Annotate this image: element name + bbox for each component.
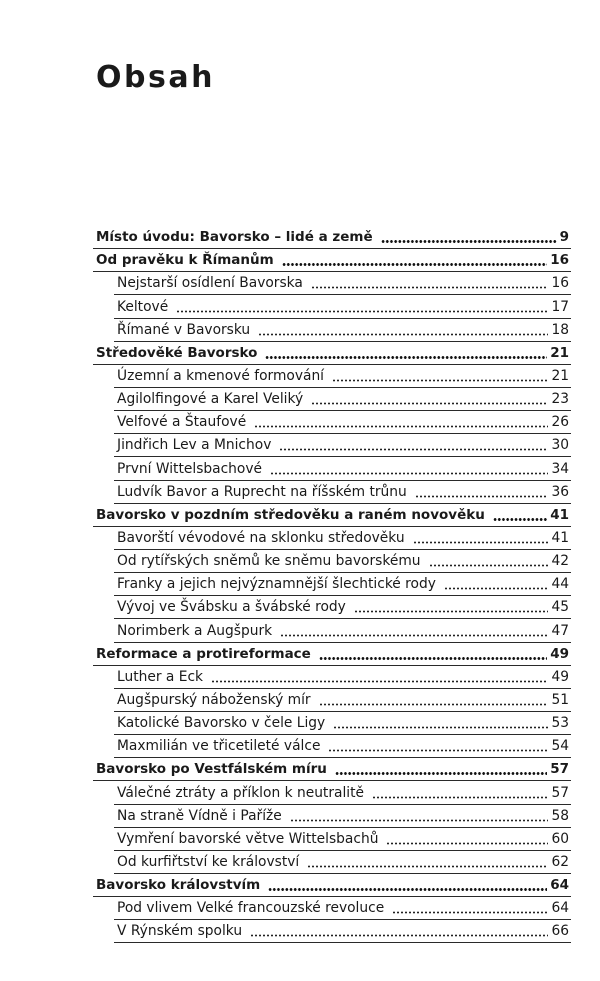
toc-page-number: 42 <box>551 553 569 570</box>
dot-leader <box>176 310 548 313</box>
toc-entry-title: Od kurfiřtství ke království <box>117 853 300 870</box>
dot-leader <box>381 240 557 243</box>
toc-page-number: 49 <box>551 668 569 685</box>
dot-leader <box>372 796 548 799</box>
toc-entry-title: Keltové <box>117 298 169 315</box>
toc-entry-title: Na straně Vídně i Paříže <box>117 807 282 824</box>
toc-section-row <box>114 781 571 804</box>
toc-page-number: 18 <box>551 321 569 338</box>
toc-page-number: 23 <box>551 391 569 408</box>
toc-section-row <box>114 319 571 342</box>
dot-leader <box>333 726 548 729</box>
toc-section-row <box>114 481 571 504</box>
toc-section-row <box>114 619 571 642</box>
toc-page-number: 45 <box>551 599 569 616</box>
dot-leader <box>392 911 548 914</box>
table-of-contents <box>93 226 571 943</box>
dot-leader <box>307 865 548 868</box>
toc-entry-title: Od rytířských sněmů ke sněmu bavorskému <box>117 553 421 570</box>
toc-entry-title: Bavorsko v pozdním středověku a raném novověku <box>96 506 485 523</box>
toc-chapter-row <box>93 874 571 897</box>
dot-leader <box>311 286 549 289</box>
toc-section-row <box>114 828 571 851</box>
toc-page-number: 9 <box>559 229 569 246</box>
toc-page-number: 57 <box>550 761 569 778</box>
dot-leader <box>429 564 549 567</box>
toc-entry-title: Vymření bavorské větve Wittelsbachů <box>117 830 379 847</box>
toc-page-number: 66 <box>551 923 569 940</box>
toc-entry-title: Bavorsko po Vestfálském míru <box>96 761 327 778</box>
toc-entry-title: Agilolfingové a Karel Veliký <box>117 391 304 408</box>
toc-entry-title: Franky a jejich nejvýznamnější šlechtické rody <box>117 576 436 593</box>
toc-page-number: 16 <box>550 252 569 269</box>
toc-entry-title: První Wittelsbachové <box>117 460 263 477</box>
toc-section-row <box>114 805 571 828</box>
toc-page-number: 54 <box>551 738 569 755</box>
toc-page-number: 21 <box>551 367 569 384</box>
toc-entry-title: Územní a kmenové formování <box>117 367 325 384</box>
toc-chapter-row <box>93 342 571 365</box>
dot-leader <box>211 680 548 683</box>
toc-chapter-row <box>93 643 571 666</box>
toc-entry-title: Válečné ztráty a příklon k neutralitě <box>117 784 365 801</box>
toc-section-row <box>114 851 571 874</box>
toc-page-number: 30 <box>551 437 569 454</box>
toc-section-row <box>114 735 571 758</box>
toc-section-row <box>114 689 571 712</box>
toc-page-number: 53 <box>551 715 569 732</box>
toc-page-number: 34 <box>551 460 569 477</box>
toc-entry-title: Velfové a Štaufové <box>117 414 247 431</box>
toc-section-row <box>114 365 571 388</box>
toc-chapter-row <box>93 249 571 272</box>
toc-page-number: 26 <box>551 414 569 431</box>
dot-leader <box>354 610 549 613</box>
dot-leader <box>265 356 547 359</box>
dot-leader <box>444 587 549 590</box>
toc-page-number: 44 <box>551 576 569 593</box>
toc-page-number: 64 <box>551 900 569 917</box>
dot-leader <box>268 888 547 891</box>
toc-section-row <box>114 295 571 318</box>
toc-section-row <box>114 550 571 573</box>
dot-leader <box>250 934 548 937</box>
toc-chapter-row <box>93 758 571 781</box>
dot-leader <box>493 518 547 521</box>
toc-page-number: 21 <box>550 344 569 361</box>
toc-page-number: 36 <box>551 483 569 500</box>
toc-entry-title: Augšpurský náboženský mír <box>117 691 311 708</box>
dot-leader <box>413 541 549 544</box>
toc-page-number: 57 <box>551 784 569 801</box>
toc-page-number: 64 <box>550 877 569 894</box>
toc-section-row <box>114 920 571 943</box>
toc-page-number: 58 <box>551 807 569 824</box>
toc-section-row <box>114 434 571 457</box>
toc-page-number: 60 <box>551 830 569 847</box>
toc-entry-title: Bavorští vévodové na sklonku středověku <box>117 529 405 546</box>
toc-entry-title: Luther a Eck <box>117 668 204 685</box>
toc-section-row <box>114 712 571 735</box>
toc-page-number: 51 <box>551 691 569 708</box>
toc-entry-title: Norimberk a Augšpurk <box>117 622 273 639</box>
toc-section-row <box>114 388 571 411</box>
toc-page-number: 16 <box>551 275 569 292</box>
toc-entry-title: V Rýnském spolku <box>117 923 243 940</box>
toc-page-number: 41 <box>550 506 569 523</box>
toc-page-number: 62 <box>551 853 569 870</box>
toc-section-row <box>114 272 571 295</box>
toc-entry-title: Od pravěku k Římanům <box>96 252 274 269</box>
toc-entry-title: Místo úvodu: Bavorsko – lidé a země <box>96 229 373 246</box>
toc-page-number: 47 <box>551 622 569 639</box>
toc-entry-title: Bavorsko královstvím <box>96 877 261 894</box>
toc-section-row <box>114 596 571 619</box>
toc-page-number: 41 <box>551 529 569 546</box>
dot-leader <box>280 634 548 637</box>
dot-leader <box>282 263 548 266</box>
toc-chapter-row <box>93 504 571 527</box>
toc-page-number: 17 <box>551 298 569 315</box>
toc-entry-title: Římané v Bavorsku <box>117 321 251 338</box>
dot-leader <box>270 472 548 475</box>
dot-leader <box>290 819 549 822</box>
page-title: Obsah <box>96 60 215 95</box>
toc-entry-title: Středověké Bavorsko <box>96 344 258 361</box>
toc-entry-title: Vývoj ve Švábsku a švábské rody <box>117 599 346 616</box>
toc-chapter-row <box>93 226 571 249</box>
dot-leader <box>279 448 548 451</box>
toc-entry-title: Nejstarší osídlení Bavorska <box>117 275 303 292</box>
dot-leader <box>415 495 549 498</box>
dot-leader <box>332 379 548 382</box>
toc-entry-title: Pod vlivem Velké francouzské revoluce <box>117 900 385 917</box>
toc-page-number: 49 <box>550 645 569 662</box>
toc-section-row <box>114 666 571 689</box>
dot-leader <box>386 842 548 845</box>
dot-leader <box>335 772 547 775</box>
toc-entry-title: Ludvík Bavor a Ruprecht na říšském trůnu <box>117 483 407 500</box>
toc-entry-title: Jindřich Lev a Mnichov <box>117 437 272 454</box>
dot-leader <box>254 425 548 428</box>
dot-leader <box>311 402 548 405</box>
dot-leader <box>319 657 547 660</box>
toc-entry-title: Maxmilián ve třicetileté válce <box>117 738 321 755</box>
toc-section-row <box>114 457 571 480</box>
toc-section-row <box>114 573 571 596</box>
toc-section-row <box>114 527 571 550</box>
toc-section-row <box>114 411 571 434</box>
dot-leader <box>319 703 549 706</box>
toc-entry-title: Katolické Bavorsko v čele Ligy <box>117 715 326 732</box>
toc-section-row <box>114 897 571 920</box>
toc-entry-title: Reformace a protireformace <box>96 645 311 662</box>
dot-leader <box>328 749 548 752</box>
dot-leader <box>258 333 548 336</box>
